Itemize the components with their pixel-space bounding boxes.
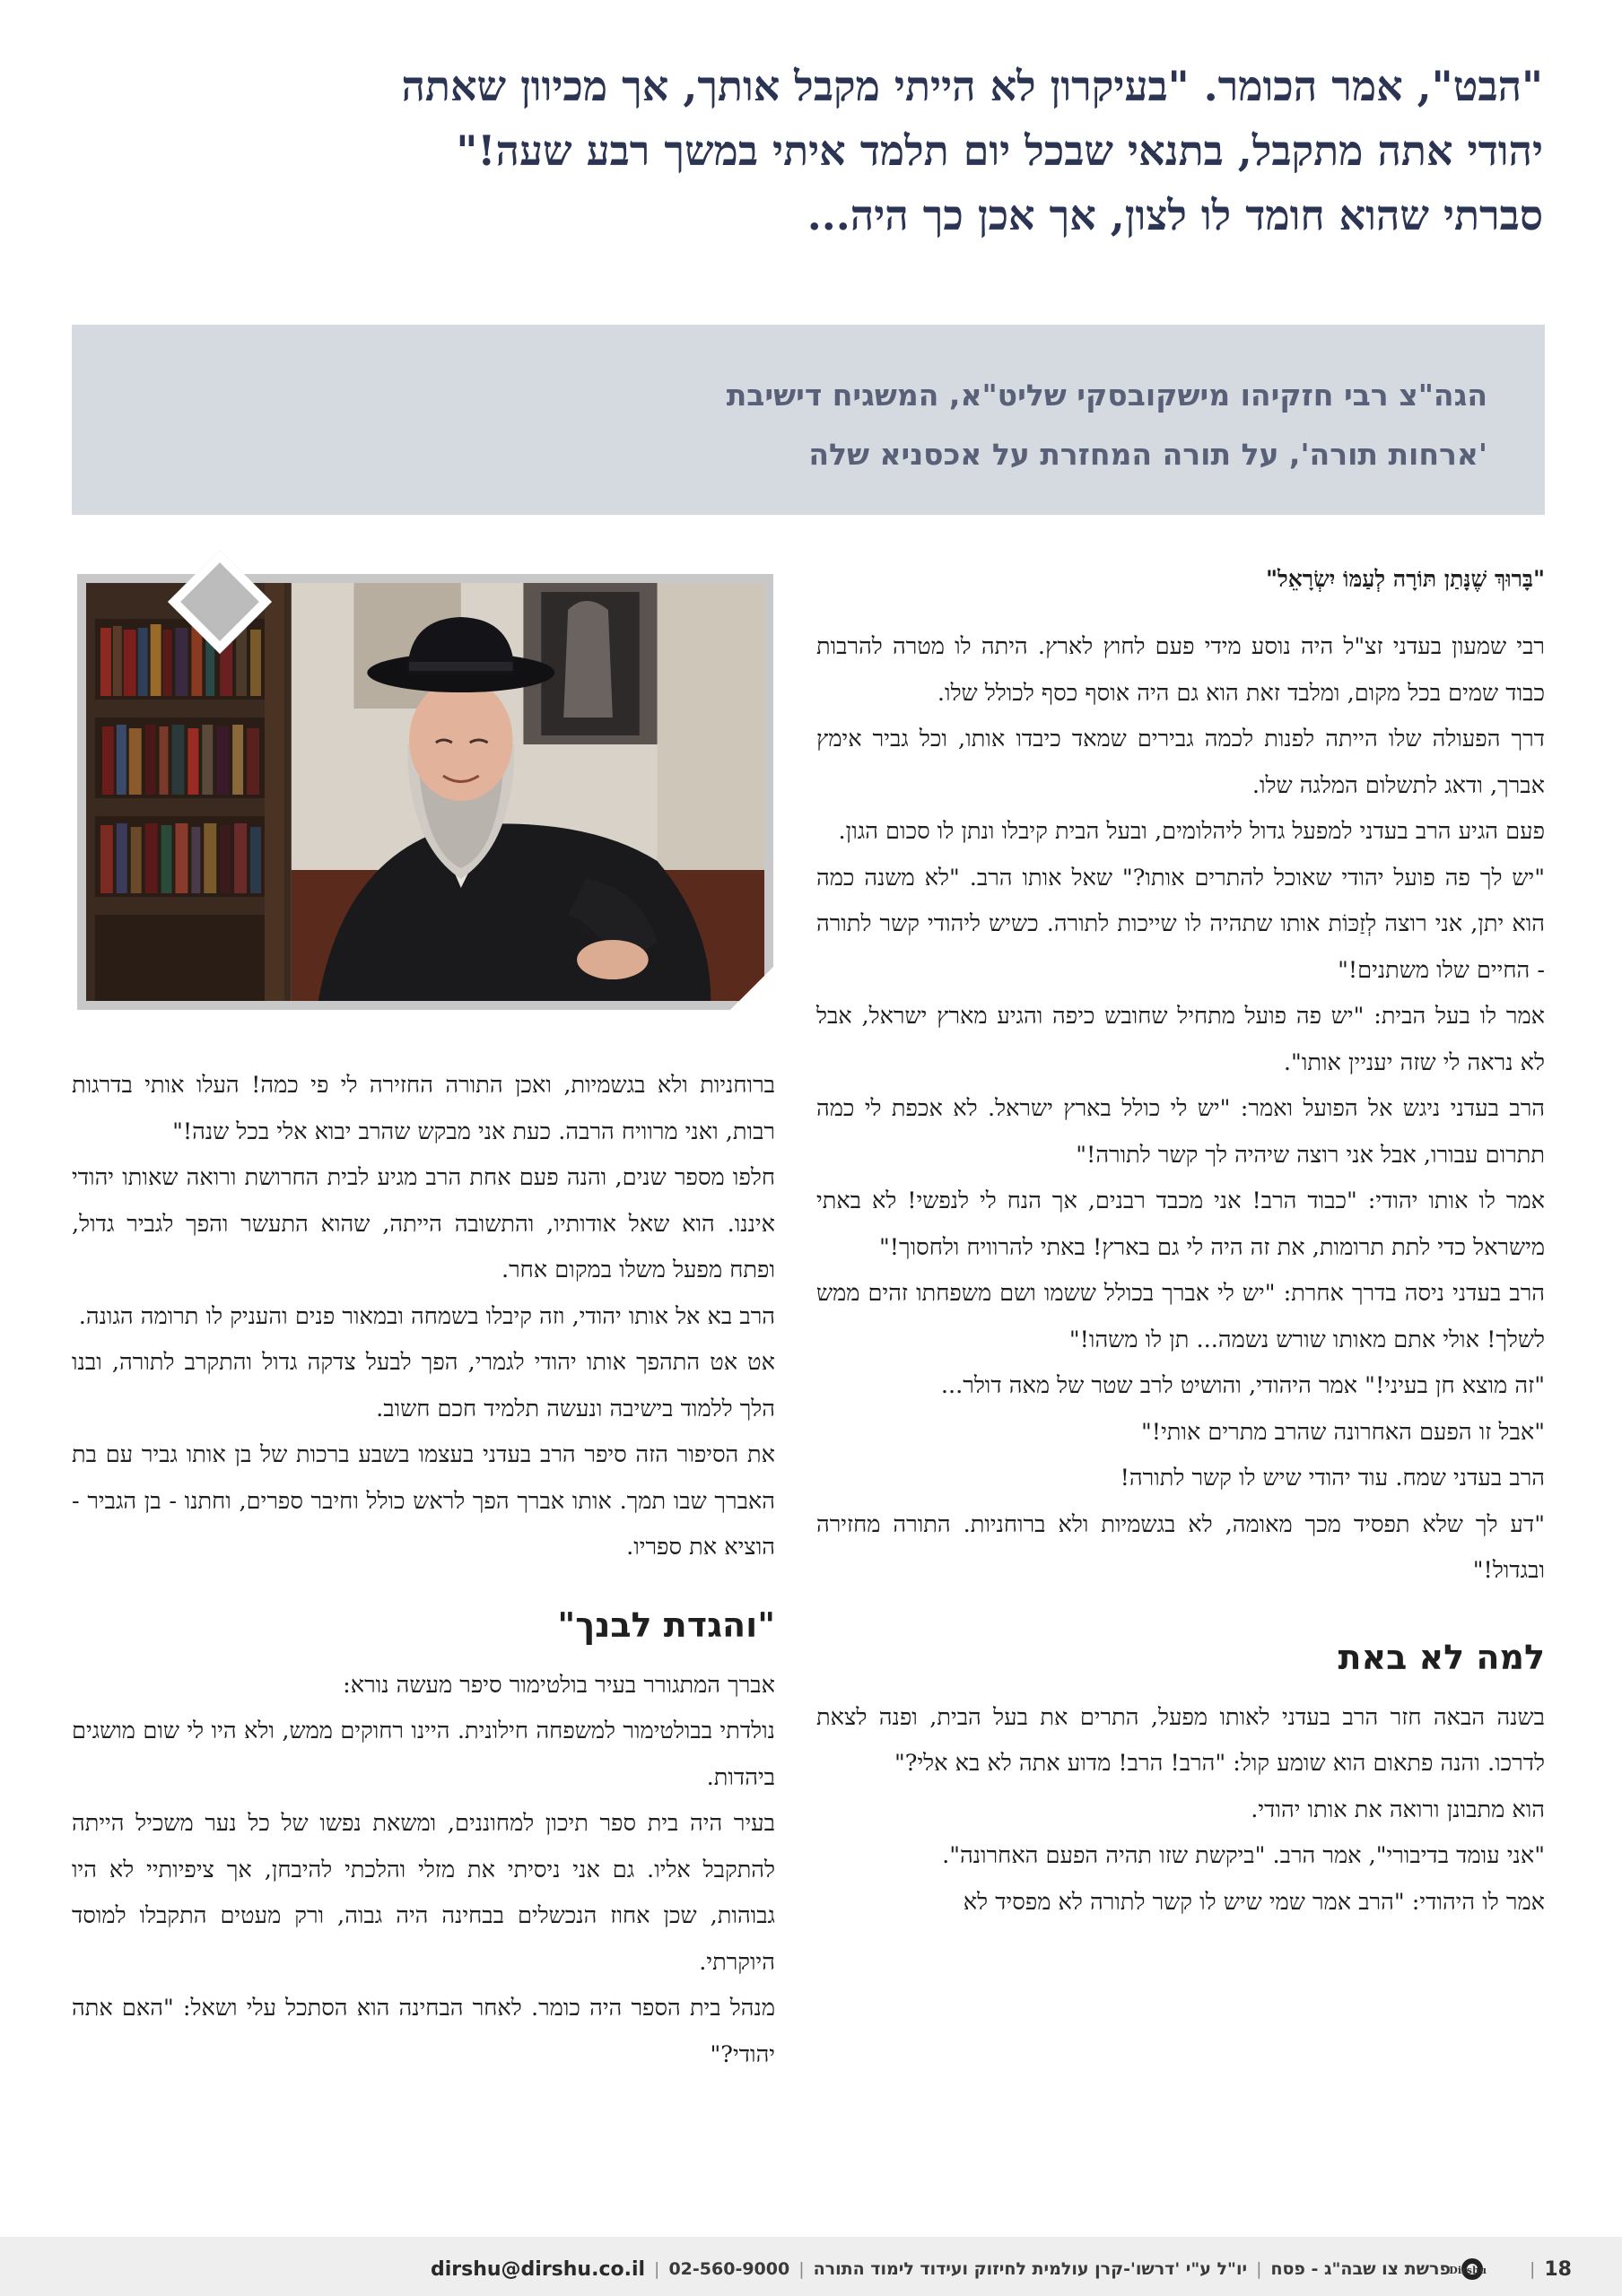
credit-line: הגה"צ רבי חזקיהו מישקובסקי שליט"א, המשגיח דישיבת: [726, 378, 1487, 413]
paragraph: "אני עומד בדיבורי", אמר הרב. "ביקשת שזו תהיה הפעם האחרונה".: [942, 1842, 1545, 1869]
publisher-label: יו"ל ע"י 'דרשו'-קרן עולמית לחיזוק ועידוד לימוד התורה: [813, 2259, 1248, 2279]
credit-line: 'ארחות תורה', על תורה המחזרת על אכסניא שלה: [808, 437, 1487, 472]
decorative-corner: [727, 960, 780, 1013]
left-column: [72, 1063, 775, 2078]
email-link[interactable]: dirshu@dirshu.co.il: [430, 2257, 646, 2281]
headline: [72, 54, 1543, 248]
paragraph: אברך המתגורר בעיר בולטימור סיפר מעשה נורא:: [343, 1671, 775, 1699]
paragraph: הרב בעדני ניגש אל הפועל ואמר: "יש לי כולל בארץ ישראל. לא אכפת לי כמה תתרום עבורו, אבל אני רוצה שיהיה לך קשר לתורה!": [816, 1095, 1545, 1169]
photo-frame: [77, 574, 773, 1010]
right-column: [816, 556, 1545, 1926]
paragraph: הרב בעדני ניסה בדרך אחרת: "יש לי אברך בכולל ששמו ושם משפחתו זהים ממש לשלך! אולי אתם מאותו שורש נשמה... תן לו משהו!": [816, 1280, 1545, 1353]
paragraph: פעם הגיע הרב בעדני למפעל גדול ליהלומים, ובעל הבית קיבלו ונתן לו סכום הגון.: [838, 818, 1545, 845]
paragraph: אמר לו אותו יהודי: "כבוד הרב! אני מכבד רבנים, אך הנח לי לנפשי! לא באתי מישראל כדי לתת תרומות, את זה היה לי גם בארץ! באתי להרוויח ולחסוך!": [816, 1187, 1545, 1261]
footer-content: 18 | Dirshu פרשת צו שבה"ג - פסח | יו"ל ע"י 'דרשו'-קרן עולמית לחיזוק ועידוד לימוד התורה | 02-560-9000 | dirshu@dirshu.co.il: [431, 2253, 1572, 2285]
paragraph: "יש לך פה פועל יהודי שאוכל להתרים אותו?" שאל אותו הרב. "לא משנה כמה הוא יתן, אני רוצה לְזַכּוֹת אותו שתהיה לו שייכות לתורה. כשיש ליהודי קשר לתורה - החיים שלו משתנים!": [816, 864, 1545, 984]
paragraph: אמר לו היהודי: "הרב אמר שמי שיש לו קשר לתורה לא מפסיד לא: [963, 1888, 1545, 1916]
paragraph: את הסיפור הזה סיפר הרב בעדני בעצמו בשבע ברכות של בן אותו גביר עם בת האברך שבו תמך. אותו אברך הפך לראש כולל וחיבר ספרים, וחתנו - בן הגביר - הוציא את ספריו.: [72, 1441, 775, 1561]
paragraph: הוא מתבונן ורואה את אותו יהודי.: [1251, 1796, 1545, 1823]
paragraph: ברוחניות ולא בגשמיות, ואכן התורה החזירה לי פי כמה! העלו אותי בדרגות רבות, ואני מרוויח הרבה. כעת אני מבקש שהרב יבוא אלי בכל שנה!": [72, 1072, 775, 1145]
paragraph: בשנה הבאה חזר הרב בעדני לאותו מפעל, התרים את בעל הבית, ופנה לצאת לדרכו. והנה פתאום הוא שומע קול: "הרב! הרב! מדוע אתה לא בא אלי?": [816, 1703, 1545, 1777]
intro-quote: "בָּרוּךְ שֶׁנָּתַן תּוֹרָה לְעַמּוֹ יִשְׂרָאֵל": [1266, 566, 1545, 592]
page-footer: [0, 2237, 1622, 2296]
dirshu-logo-icon: [1449, 2253, 1521, 2285]
subhead-why-didnt-you-come: למה לא באת: [1338, 1637, 1545, 1677]
paragraph: בעיר היה בית ספר תיכון למחוננים, ומשאת נפשו של כל נער משכיל הייתה להתקבל אליו. גם אני ניסיתי את מזלי והלכתי להיבחן, אך ציפיותיי לא היו גבוהות, שכן אחוז הנכשלים בבחינה היה גבוה, ורק מעטים התקבלו למוסד היוקרתי.: [72, 1810, 775, 1976]
logo-text: Dirshu: [1449, 2265, 1487, 2276]
paragraph: הרב בעדני שמח. עוד יהודי שיש לו קשר לתורה!: [1120, 1465, 1545, 1492]
rabbi-portrait-image: [86, 583, 764, 1001]
paragraph: הרב בא אל אותו יהודי, וזה קיבלו בשמחה ובמאור פנים והעניק לו תרומה הגונה.: [78, 1302, 775, 1330]
paragraph: "דע לך שלא תפסיד מכך מאומה, לא בגשמיות ולא ברוחניות. התורה מחזירה ובגדול!": [816, 1510, 1545, 1584]
paragraph: אט אט התהפך אותו יהודי לגמרי, הפך לבעל צדקה גדול והתקרב לתורה, ובנו הלך ללמוד בישיבה ונעשה תלמיד חכם חשוב.: [72, 1349, 775, 1422]
rabbi-photo: [72, 565, 780, 1013]
credit-box: [72, 325, 1545, 515]
phone-number: 02-560-9000: [668, 2259, 790, 2279]
paragraph: דרך הפעולה שלו הייתה לפנות לכמה גבירים שמאד כיבדו אותו, וכל גביר אימץ אברך, ודאג לתשלום המלגה שלו.: [816, 726, 1545, 799]
paragraph: "זה מוצא חן בעיני!" אמר היהודי, והושיט לרב שטר של מאה דולר...: [940, 1372, 1545, 1399]
paragraph: חלפו מספר שנים, והנה פעם אחת הרב מגיע לבית החרושת ורואה שאותו יהודי איננו. הוא שאל אודותיו, והתשובה הייתה, שהוא התעשר והפך לגביר גדול, ופתח מפעל משלו במקום אחר.: [72, 1164, 775, 1283]
paragraph: נולדתי בבולטימור למשפחה חילונית. היינו רחוקים ממש, ולא היו לי שום מושגים ביהדות.: [72, 1718, 775, 1791]
paragraph: אמר לו בעל הבית: "יש פה פועל מתחיל שחובש כיפה והגיע מארץ ישראל, אבל לא נראה לי שזה יעניין אותו".: [816, 1003, 1545, 1076]
headline-line: יהודי אתה מתקבל, בתנאי שבכל יום תלמד איתי במשך רבע שעה!": [456, 126, 1543, 175]
paragraph: רבי שמעון בעדני זצ"ל היה נוסע מידי פעם לחוץ לארץ. היתה לו מטרה להרבות כבוד שמים בכל מקום, ומלבד זאת הוא גם היה אוסף כסף לכולל שלו.: [816, 633, 1545, 707]
headline-line: "הבט", אמר הכומר. "בעיקרון לא הייתי מקבל אותך, אך מכיוון שאתה: [401, 62, 1543, 110]
paragraph: מנהל בית הספר היה כומר. לאחר הבחינה הוא הסתכל עלי ושאל: "האם אתה יהודי?": [72, 1995, 775, 2068]
page-number: 18: [1544, 2257, 1572, 2281]
parasha-label: פרשת צו שבה"ג - פסח: [1270, 2259, 1451, 2279]
subhead-vehigadeta-levincha: "והגדת לבנך": [557, 1605, 775, 1645]
paragraph: "אבל זו הפעם האחרונה שהרב מתרים אותי!": [1141, 1418, 1545, 1446]
headline-line: סברתי שהוא חומד לו לצון, אך אכן כך היה...: [807, 191, 1543, 239]
